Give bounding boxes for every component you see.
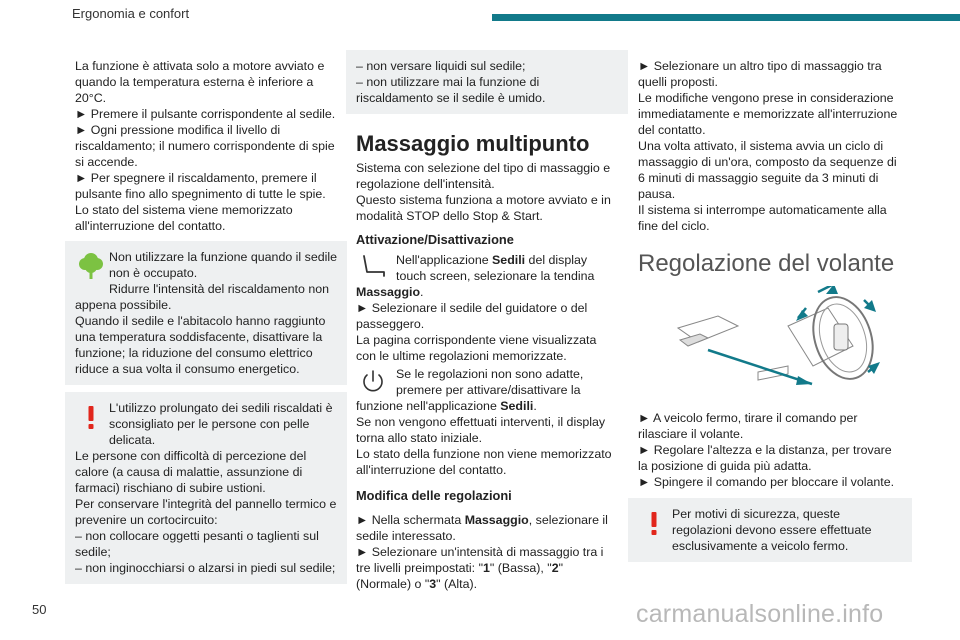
step: ► Selezionare un'intensità di massaggio tra i tre livelli preimpostati: "1" (Bassa), "2" (Normale) o "3" (Alta).: [356, 545, 604, 591]
warning-text: Per motivi di sicurezza, queste regolazioni devono essere effettuate esclusivamente a veicolo fermo.: [672, 507, 872, 553]
step: ► Spingere il comando per bloccare il volante.: [638, 475, 895, 489]
warning-box-continued: [346, 50, 628, 114]
warning-box: [628, 498, 912, 562]
column-3: [638, 58, 902, 562]
step: ► Selezionare un altro tipo di massaggio tra quelli proposti.: [638, 59, 882, 89]
warning-exclamation-icon: [638, 506, 670, 540]
warning-bullet: – non versare liquidi sul sedile;: [356, 59, 526, 73]
subsection-title: Attivazione/Disattivazione: [356, 232, 514, 247]
column-2: [356, 50, 618, 592]
paragraph: Una volta attivato, il sistema avvia un ciclo di massaggio di un'ora, composto da sequenze di 6 minuti di massaggio seguite da 3 minuti di pausa.: [638, 139, 897, 201]
eco-note-box: [65, 241, 347, 385]
step: ► Nella schermata Massaggio, selezionare il sedile interessato.: [356, 513, 608, 543]
paragraph: Se le regolazioni non sono adatte, premere per attivare/disattivare la funzione nell'applicazione Sedili.: [356, 367, 584, 413]
seat-icon: [356, 252, 392, 284]
paragraph: Se non vengono effettuati interventi, il display torna allo stato iniziale.: [356, 415, 606, 445]
warning-text: L'utilizzo prolungato dei sedili riscaldati è sconsigliato per le persone con pelle delicata.: [109, 401, 333, 447]
warning-bullet: – non inginocchiarsi o alzarsi in piedi sul sedile;: [75, 561, 336, 575]
paragraph: La pagina corrispondente viene visualizzata con le ultime regolazioni memorizzate.: [356, 333, 597, 363]
step: ► Per spegnere il riscaldamento, premere il pulsante fino allo spegnimento di tutte le spie.: [75, 171, 326, 201]
tree-icon: [75, 249, 107, 283]
header-accent-bar: [492, 14, 960, 21]
paragraph: Lo stato del sistema viene memorizzato all'interruzione del contatto.: [75, 203, 293, 233]
steering-wheel-illustration: [638, 286, 902, 398]
section-header: Ergonomia e confort: [72, 6, 190, 21]
warning-text: Per conservare l'integrità del pannello termico e prevenire un cortocircuito:: [75, 497, 337, 527]
paragraph: La funzione è attivata solo a motore avviato e quando la temperatura esterna è inferiore a 20°C.: [75, 59, 325, 105]
column-1: [75, 58, 337, 584]
step: ► Ogni pressione modifica il livello di riscaldamento; il numero corrispondente di spie si accende.: [75, 123, 335, 169]
note-text: Non utilizzare la funzione quando il sedile non è occupato.: [109, 250, 337, 280]
page-number: 50: [32, 602, 47, 617]
power-block: [356, 366, 618, 414]
warning-bullet: – non collocare oggetti pesanti o taglienti sul sedile;: [75, 529, 319, 559]
paragraph: Le modifiche vengono prese in considerazione immediatamente e memorizzate all'interruzione del contatto.: [638, 91, 898, 137]
step: ► Selezionare il sedile del guidatore o del passeggero.: [356, 301, 588, 331]
section-title: Regolazione del volante: [638, 250, 895, 277]
activation-block: [356, 252, 618, 300]
warning-exclamation-icon: [75, 400, 107, 434]
paragraph: Sistema con selezione del tipo di massaggio e regolazione dell'intensità.: [356, 161, 611, 191]
note-text: Ridurre l'intensità del riscaldamento non appena possibile.: [75, 282, 330, 312]
paragraph: Il sistema si interrompe automaticamente alla fine del ciclo.: [638, 203, 887, 233]
subsection-title: Modifica delle regolazioni: [356, 488, 512, 503]
warning-text: Le persone con difficoltà di percezione del calore (a causa di malattie, assunzione di farmaci) rischiano di subire ustioni.: [75, 449, 307, 495]
paragraph: Lo stato della funzione non viene memorizzato all'interruzione del contatto.: [356, 447, 612, 477]
paragraph: Nell'applicazione Sedili del display touch screen, selezionare la tendina Massaggio.: [356, 253, 595, 299]
step: ► A veicolo fermo, tirare il comando per rilasciare il volante.: [638, 411, 858, 441]
watermark: carmanualsonline.info: [636, 600, 884, 628]
paragraph: Questo sistema funziona a motore avviato e in modalità STOP dello Stop & Start.: [356, 193, 611, 223]
section-title: Massaggio multipunto: [356, 131, 590, 156]
warning-box: [65, 392, 347, 584]
power-icon: [356, 366, 392, 398]
step: ► Regolare l'altezza e la distanza, per trovare la posizione di guida più adatta.: [638, 443, 892, 473]
warning-bullet: – non utilizzare mai la funzione di riscaldamento se il sedile è umido.: [356, 75, 546, 105]
step: ► Premere il pulsante corrispondente al sedile.: [75, 107, 336, 121]
note-text: Quando il sedile e l'abitacolo hanno raggiunto una temperatura soddisfacente, disattivare la funzione; la riduzione del consumo elettrico riduce a sua volta il consumo energetico.: [75, 314, 326, 376]
